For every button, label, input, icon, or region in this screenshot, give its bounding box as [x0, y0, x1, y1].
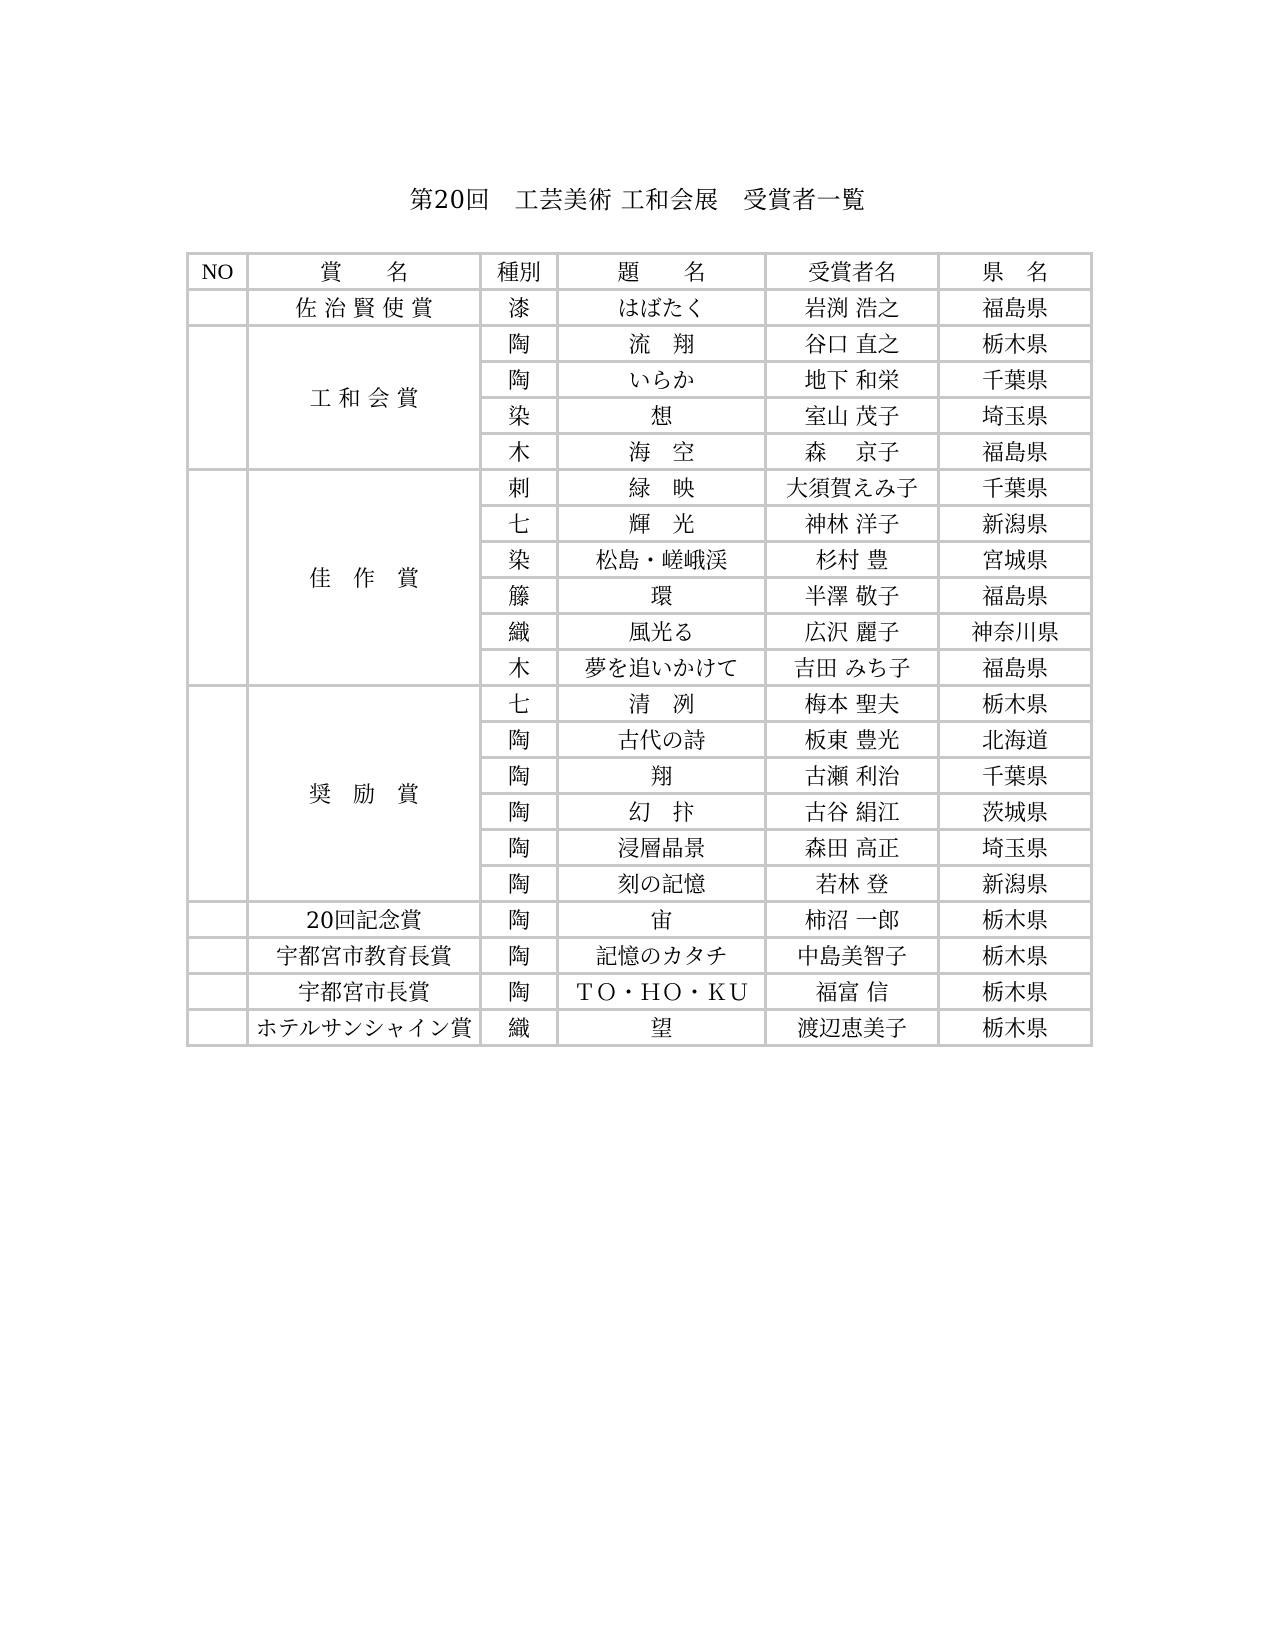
- table-row: [188, 1010, 1092, 1046]
- type-cell: 刺: [481, 470, 558, 506]
- title-cell: 想: [558, 398, 766, 434]
- title-cell: 輝 光: [558, 506, 766, 542]
- title-cell: 清 冽: [558, 686, 766, 722]
- prefecture-cell: 宮城県: [939, 542, 1092, 578]
- winner-cell: 大須賀えみ子: [766, 470, 939, 506]
- prefecture-cell: 福島県: [939, 578, 1092, 614]
- winner-cell: 若林 登: [766, 866, 939, 902]
- no-cell: [188, 290, 248, 326]
- type-cell: 染: [481, 542, 558, 578]
- title-cell: 刻の記憶: [558, 866, 766, 902]
- prefecture-cell: 千葉県: [939, 362, 1092, 398]
- winner-cell: 柿沼 一郎: [766, 902, 939, 938]
- winner-cell: 森 京子: [766, 434, 939, 470]
- title-cell: 夢を追いかけて: [558, 650, 766, 686]
- type-cell: 陶: [481, 362, 558, 398]
- type-cell: 陶: [481, 866, 558, 902]
- title-cell: 記憶のカタチ: [558, 938, 766, 974]
- table-row: [188, 686, 1092, 722]
- prefecture-cell: 栃木県: [939, 686, 1092, 722]
- award-cell: 佳 作 賞: [248, 470, 481, 686]
- type-cell: 七: [481, 506, 558, 542]
- winner-cell: 広沢 麗子: [766, 614, 939, 650]
- title-cell: はばたく: [558, 290, 766, 326]
- type-cell: 陶: [481, 974, 558, 1010]
- type-cell: 陶: [481, 758, 558, 794]
- title-cell: 望: [558, 1010, 766, 1046]
- type-cell: 織: [481, 1010, 558, 1046]
- type-cell: 漆: [481, 290, 558, 326]
- winner-cell: 半澤 敬子: [766, 578, 939, 614]
- title-cell: 古代の詩: [558, 722, 766, 758]
- title-cell: 松島・嵯峨渓: [558, 542, 766, 578]
- award-cell: 宇都宮市教育長賞: [248, 938, 481, 974]
- title-cell: 宙: [558, 902, 766, 938]
- title-cell: 環: [558, 578, 766, 614]
- type-cell: 陶: [481, 902, 558, 938]
- prefecture-cell: 栃木県: [939, 902, 1092, 938]
- table-row: [188, 902, 1092, 938]
- table-row: [188, 326, 1092, 362]
- table-row: [188, 290, 1092, 326]
- type-cell: 陶: [481, 938, 558, 974]
- column-header-title: 題 名: [558, 254, 766, 290]
- prefecture-cell: 栃木県: [939, 326, 1092, 362]
- column-header-winner: 受賞者名: [766, 254, 939, 290]
- award-cell: 奨 励 賞: [248, 686, 481, 902]
- type-cell: 木: [481, 434, 558, 470]
- prefecture-cell: 福島県: [939, 290, 1092, 326]
- title-cell: 海 空: [558, 434, 766, 470]
- no-cell: [188, 938, 248, 974]
- winner-cell: 杉村 豊: [766, 542, 939, 578]
- title-cell: 風光る: [558, 614, 766, 650]
- title-cell: 翔: [558, 758, 766, 794]
- prefecture-cell: 栃木県: [939, 938, 1092, 974]
- prefecture-cell: 茨城県: [939, 794, 1092, 830]
- prefecture-cell: 栃木県: [939, 974, 1092, 1010]
- prefecture-cell: 新潟県: [939, 506, 1092, 542]
- prefecture-cell: 千葉県: [939, 470, 1092, 506]
- prefecture-cell: 北海道: [939, 722, 1092, 758]
- title-cell: 流 翔: [558, 326, 766, 362]
- type-cell: 木: [481, 650, 558, 686]
- awards-table: [186, 252, 1093, 1047]
- winner-cell: 梅本 聖夫: [766, 686, 939, 722]
- type-cell: 陶: [481, 830, 558, 866]
- type-cell: 陶: [481, 722, 558, 758]
- winner-cell: 中島美智子: [766, 938, 939, 974]
- no-cell: [188, 686, 248, 902]
- type-cell: 織: [481, 614, 558, 650]
- no-cell: [188, 902, 248, 938]
- type-cell: 陶: [481, 326, 558, 362]
- no-cell: [188, 470, 248, 686]
- title-cell: 幻 抃: [558, 794, 766, 830]
- winner-cell: 神林 洋子: [766, 506, 939, 542]
- prefecture-cell: 栃木県: [939, 1010, 1092, 1046]
- winner-cell: 福富 信: [766, 974, 939, 1010]
- type-cell: 七: [481, 686, 558, 722]
- column-header-no: NO: [188, 254, 248, 290]
- prefecture-cell: 埼玉県: [939, 830, 1092, 866]
- column-header-award: 賞 名: [248, 254, 481, 290]
- title-cell: 緑 映: [558, 470, 766, 506]
- no-cell: [188, 326, 248, 470]
- prefecture-cell: 福島県: [939, 434, 1092, 470]
- winner-cell: 古谷 絹江: [766, 794, 939, 830]
- type-cell: 陶: [481, 794, 558, 830]
- prefecture-cell: 千葉県: [939, 758, 1092, 794]
- award-cell: ホテルサンシャイン賞: [248, 1010, 481, 1046]
- table-row: [188, 974, 1092, 1010]
- type-cell: 籐: [481, 578, 558, 614]
- table-row: [188, 470, 1092, 506]
- table-row: [188, 938, 1092, 974]
- page-title: 第20回 工芸美術 工和会展 受賞者一覧: [409, 186, 866, 214]
- column-header-type: 種別: [481, 254, 558, 290]
- winner-cell: 地下 和栄: [766, 362, 939, 398]
- prefecture-cell: 新潟県: [939, 866, 1092, 902]
- winner-cell: 谷口 直之: [766, 326, 939, 362]
- title-cell: ＴＯ・ＨＯ・ＫＵ: [558, 974, 766, 1010]
- column-header-prefecture: 県 名: [939, 254, 1092, 290]
- no-cell: [188, 974, 248, 1010]
- winner-cell: 森田 高正: [766, 830, 939, 866]
- winner-cell: 渡辺恵美子: [766, 1010, 939, 1046]
- prefecture-cell: 埼玉県: [939, 398, 1092, 434]
- no-cell: [188, 1010, 248, 1046]
- winner-cell: 室山 茂子: [766, 398, 939, 434]
- prefecture-cell: 福島県: [939, 650, 1092, 686]
- title-cell: いらか: [558, 362, 766, 398]
- title-cell: 浸層晶景: [558, 830, 766, 866]
- award-cell: 20回記念賞: [248, 902, 481, 938]
- winner-cell: 板東 豊光: [766, 722, 939, 758]
- type-cell: 染: [481, 398, 558, 434]
- winner-cell: 吉田 みち子: [766, 650, 939, 686]
- winner-cell: 岩渕 浩之: [766, 290, 939, 326]
- table-header-row: [188, 254, 1092, 290]
- award-cell: 工 和 会 賞: [248, 326, 481, 470]
- winner-cell: 古瀬 利治: [766, 758, 939, 794]
- award-cell: 宇都宮市長賞: [248, 974, 481, 1010]
- award-cell: 佐 治 賢 使 賞: [248, 290, 481, 326]
- prefecture-cell: 神奈川県: [939, 614, 1092, 650]
